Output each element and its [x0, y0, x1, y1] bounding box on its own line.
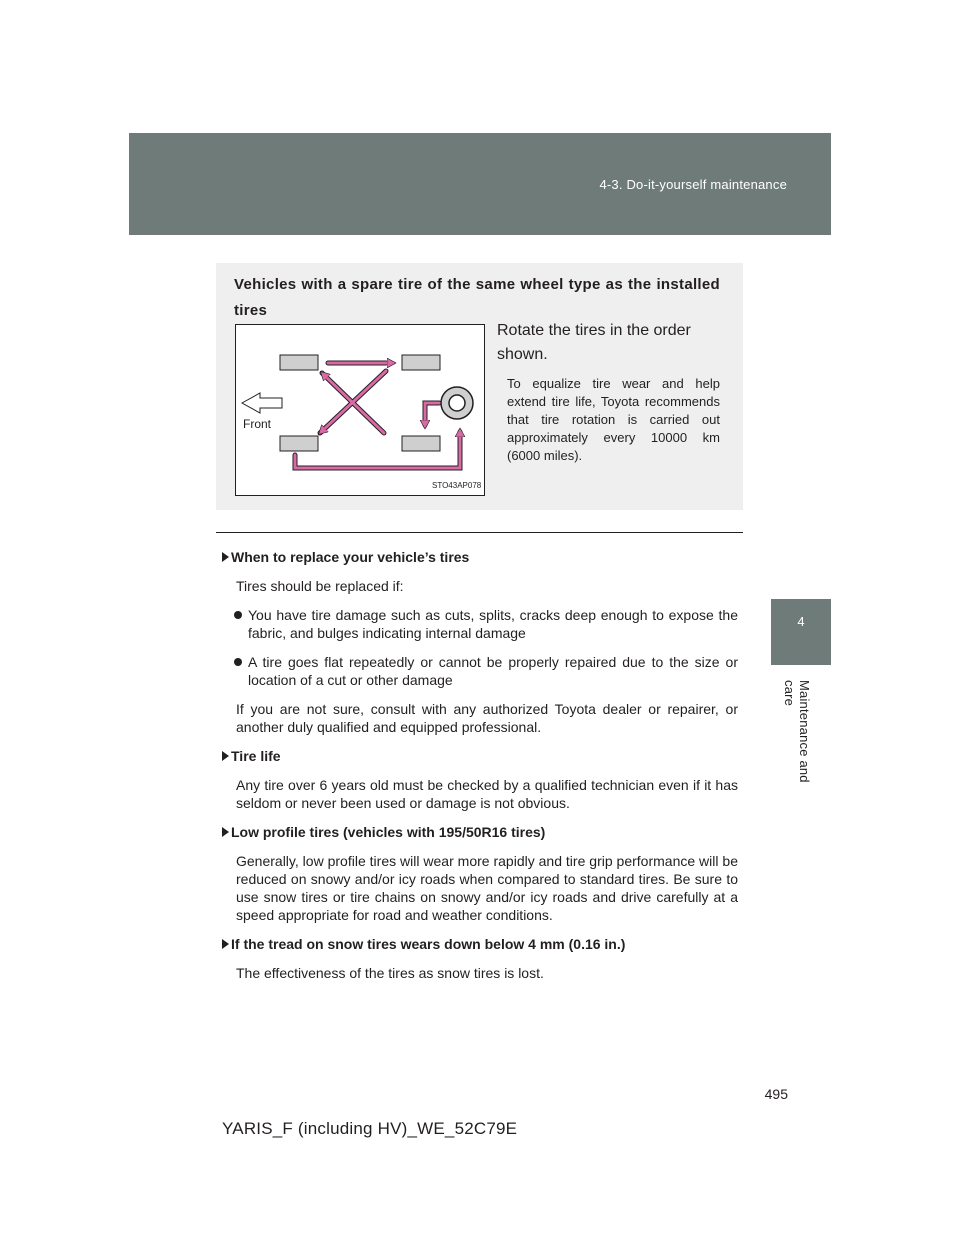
tire-front-right [402, 355, 440, 370]
box-title: Vehicles with a spare tire of the same wheel type as the installed tires [234, 276, 720, 319]
rotation-diagram-svg [236, 325, 484, 495]
bullet-dot-icon [234, 611, 242, 619]
figure-code: STO43AP078 [432, 481, 482, 490]
list-item: You have tire damage such as cuts, splits, cracks deep enough to expose the fabric, and bulges indicating internal damage [248, 606, 738, 642]
section-heading: Tire life [222, 747, 738, 765]
section-text: The effectiveness of the tires as snow tires is lost. [236, 965, 544, 981]
triangle-bullet-icon [222, 939, 229, 949]
section-text: Any tire over 6 years old must be checked by a qualified technician even if it has seldom or never been used or damage is not obvious. [236, 777, 738, 811]
chapter-number: 4 [797, 614, 805, 629]
tire-front-left [280, 355, 318, 370]
chapter-tab [771, 599, 831, 665]
triangle-bullet-icon [222, 827, 229, 837]
front-label: Front [243, 417, 272, 431]
front-arrow-icon [242, 393, 282, 413]
triangle-bullet-icon [222, 751, 229, 761]
bullet-dot-icon [234, 658, 242, 666]
section-heading: Low profile tires (vehicles with 195/50R16 tires) [222, 823, 738, 841]
section-title: 4-3. Do-it-yourself maintenance [599, 177, 787, 192]
page-number: 495 [764, 1086, 788, 1102]
list-item: A tire goes flat repeatedly or cannot be properly repaired due to the size or location of a cut or other damage [248, 653, 738, 689]
notes-body [222, 548, 738, 993]
header-bar [129, 133, 831, 235]
section-outro: If you are not sure, consult with any authorized Toyota dealer or repairer, or another duly qualified and equipped professional. [236, 701, 738, 735]
tire-rotation-box [216, 263, 743, 510]
section-heading: When to replace your vehicle’s tires [222, 548, 738, 566]
section-intro: Tires should be replaced if: [236, 578, 404, 594]
tire-rear-left [280, 436, 318, 451]
section-text: Generally, low profile tires will wear more rapidly and tire grip performance will be reduced on snowy and/or icy roads when compared to standard tires. Be sure to use snow tires or tire chains on snowy and/or icy roads and drive carefully at a speed appropriate for road and weather conditions. [236, 853, 738, 923]
rotation-note: To equalize tire wear and help extend tire life, Toyota recommends that tire rotation is carried out approximately every 10000 km (6000 miles). [507, 376, 720, 463]
tire-rear-right [402, 436, 440, 451]
chapter-label: Maintenance and care [782, 680, 812, 783]
section-divider [216, 532, 743, 533]
section-heading: If the tread on snow tires wears down below 4 mm (0.16 in.) [222, 935, 738, 953]
spare-tire-icon [441, 387, 473, 419]
triangle-bullet-icon [222, 552, 229, 562]
document-footer: YARIS_F (including HV)_WE_52C79E [222, 1119, 518, 1138]
rotation-instruction: Rotate the tires in the order shown. [497, 322, 691, 363]
tire-rotation-diagram [235, 324, 485, 496]
